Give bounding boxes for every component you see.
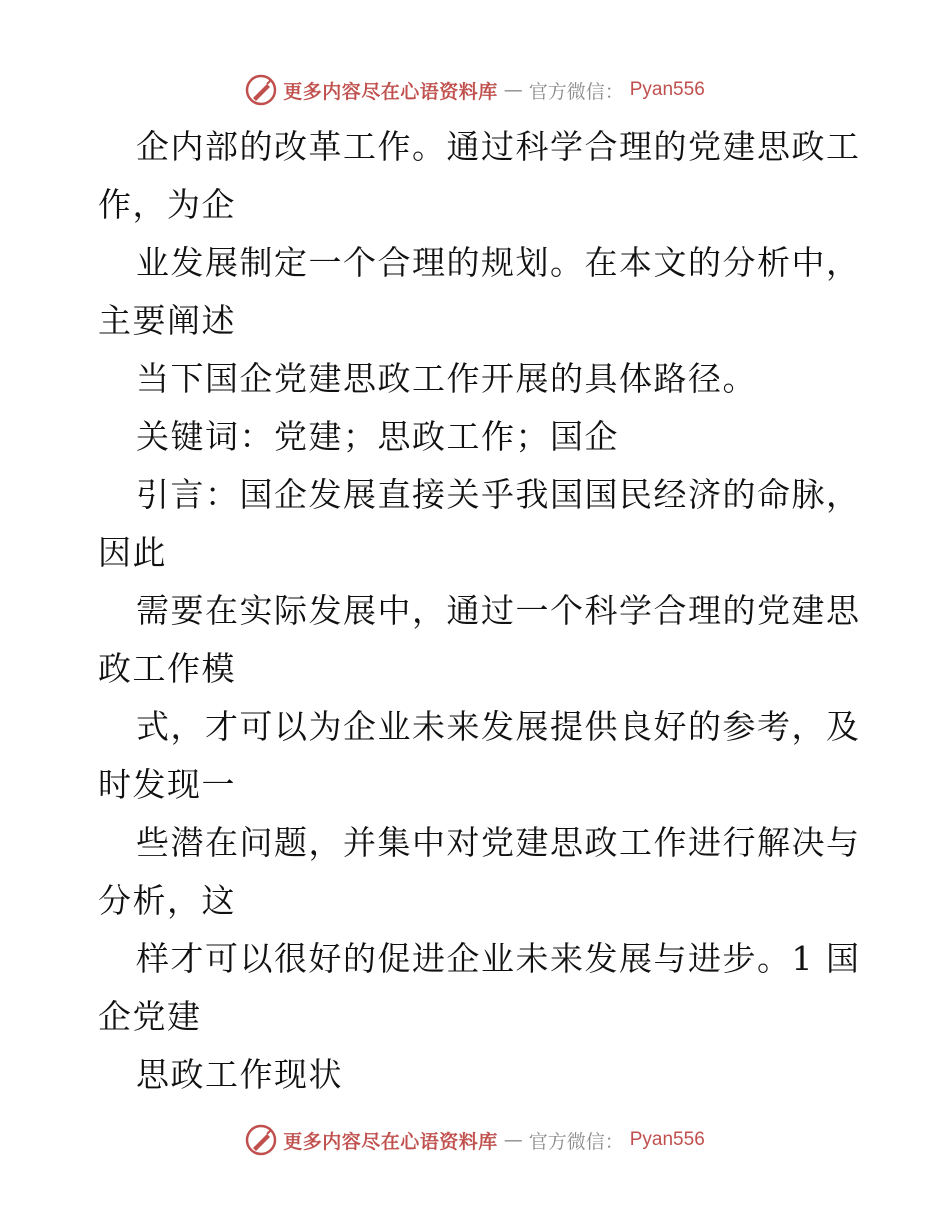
text-line: 企党建 bbox=[98, 997, 202, 1036]
text-line: 作，为企 bbox=[98, 185, 236, 224]
text-line: 因此 bbox=[98, 533, 167, 572]
header-banner-wechat-label: 官方微信： bbox=[528, 80, 624, 103]
footer-banner[interactable] bbox=[0, 1120, 950, 1160]
pen-logo-icon bbox=[245, 1124, 277, 1156]
text-line: 需要在实际发展中，通过一个科学合理的党建思 bbox=[136, 591, 861, 630]
text-line: 当下国企党建思政工作开展的具体路径。 bbox=[136, 359, 757, 398]
text-line: 企内部的改革工作。通过科学合理的党建思政工 bbox=[136, 127, 861, 166]
text-line: 政工作模 bbox=[98, 649, 236, 688]
footer-banner-wechat-label: 官方微信： bbox=[528, 1130, 624, 1153]
text-line: 引言：国企发展直接关乎我国国民经济的命脉， bbox=[136, 475, 861, 514]
text-line: 式，才可以为企业未来发展提供良好的参考，及 bbox=[136, 707, 861, 746]
text-line: 主要阐述 bbox=[98, 301, 236, 340]
text-line: 时发现一 bbox=[98, 765, 236, 804]
text-line: 业发展制定一个合理的规划。在本文的分析中， bbox=[136, 243, 861, 282]
keywords-line: 关键词：党建；思政工作；国企 bbox=[136, 417, 619, 456]
footer-banner-title: 更多内容尽在心语资料库 bbox=[283, 1130, 498, 1153]
footer-banner-dash: — bbox=[503, 1129, 523, 1151]
header-banner-dash: — bbox=[503, 79, 523, 101]
header-banner[interactable] bbox=[0, 70, 950, 110]
section-heading: 思政工作现状 bbox=[136, 1055, 343, 1094]
text-line: 样才可以很好的促进企业未来发展与进步。1 国 bbox=[136, 939, 861, 978]
text-line: 分析，这 bbox=[98, 881, 236, 920]
text-line: 些潜在问题，并集中对党建思政工作进行解决与 bbox=[136, 823, 861, 862]
pen-logo-icon bbox=[245, 74, 277, 106]
header-banner-title: 更多内容尽在心语资料库 bbox=[283, 80, 498, 103]
header-banner-wechat-id: Pyan556 bbox=[629, 79, 705, 100]
body-text bbox=[98, 118, 861, 1104]
footer-banner-wechat-id: Pyan556 bbox=[629, 1129, 705, 1150]
